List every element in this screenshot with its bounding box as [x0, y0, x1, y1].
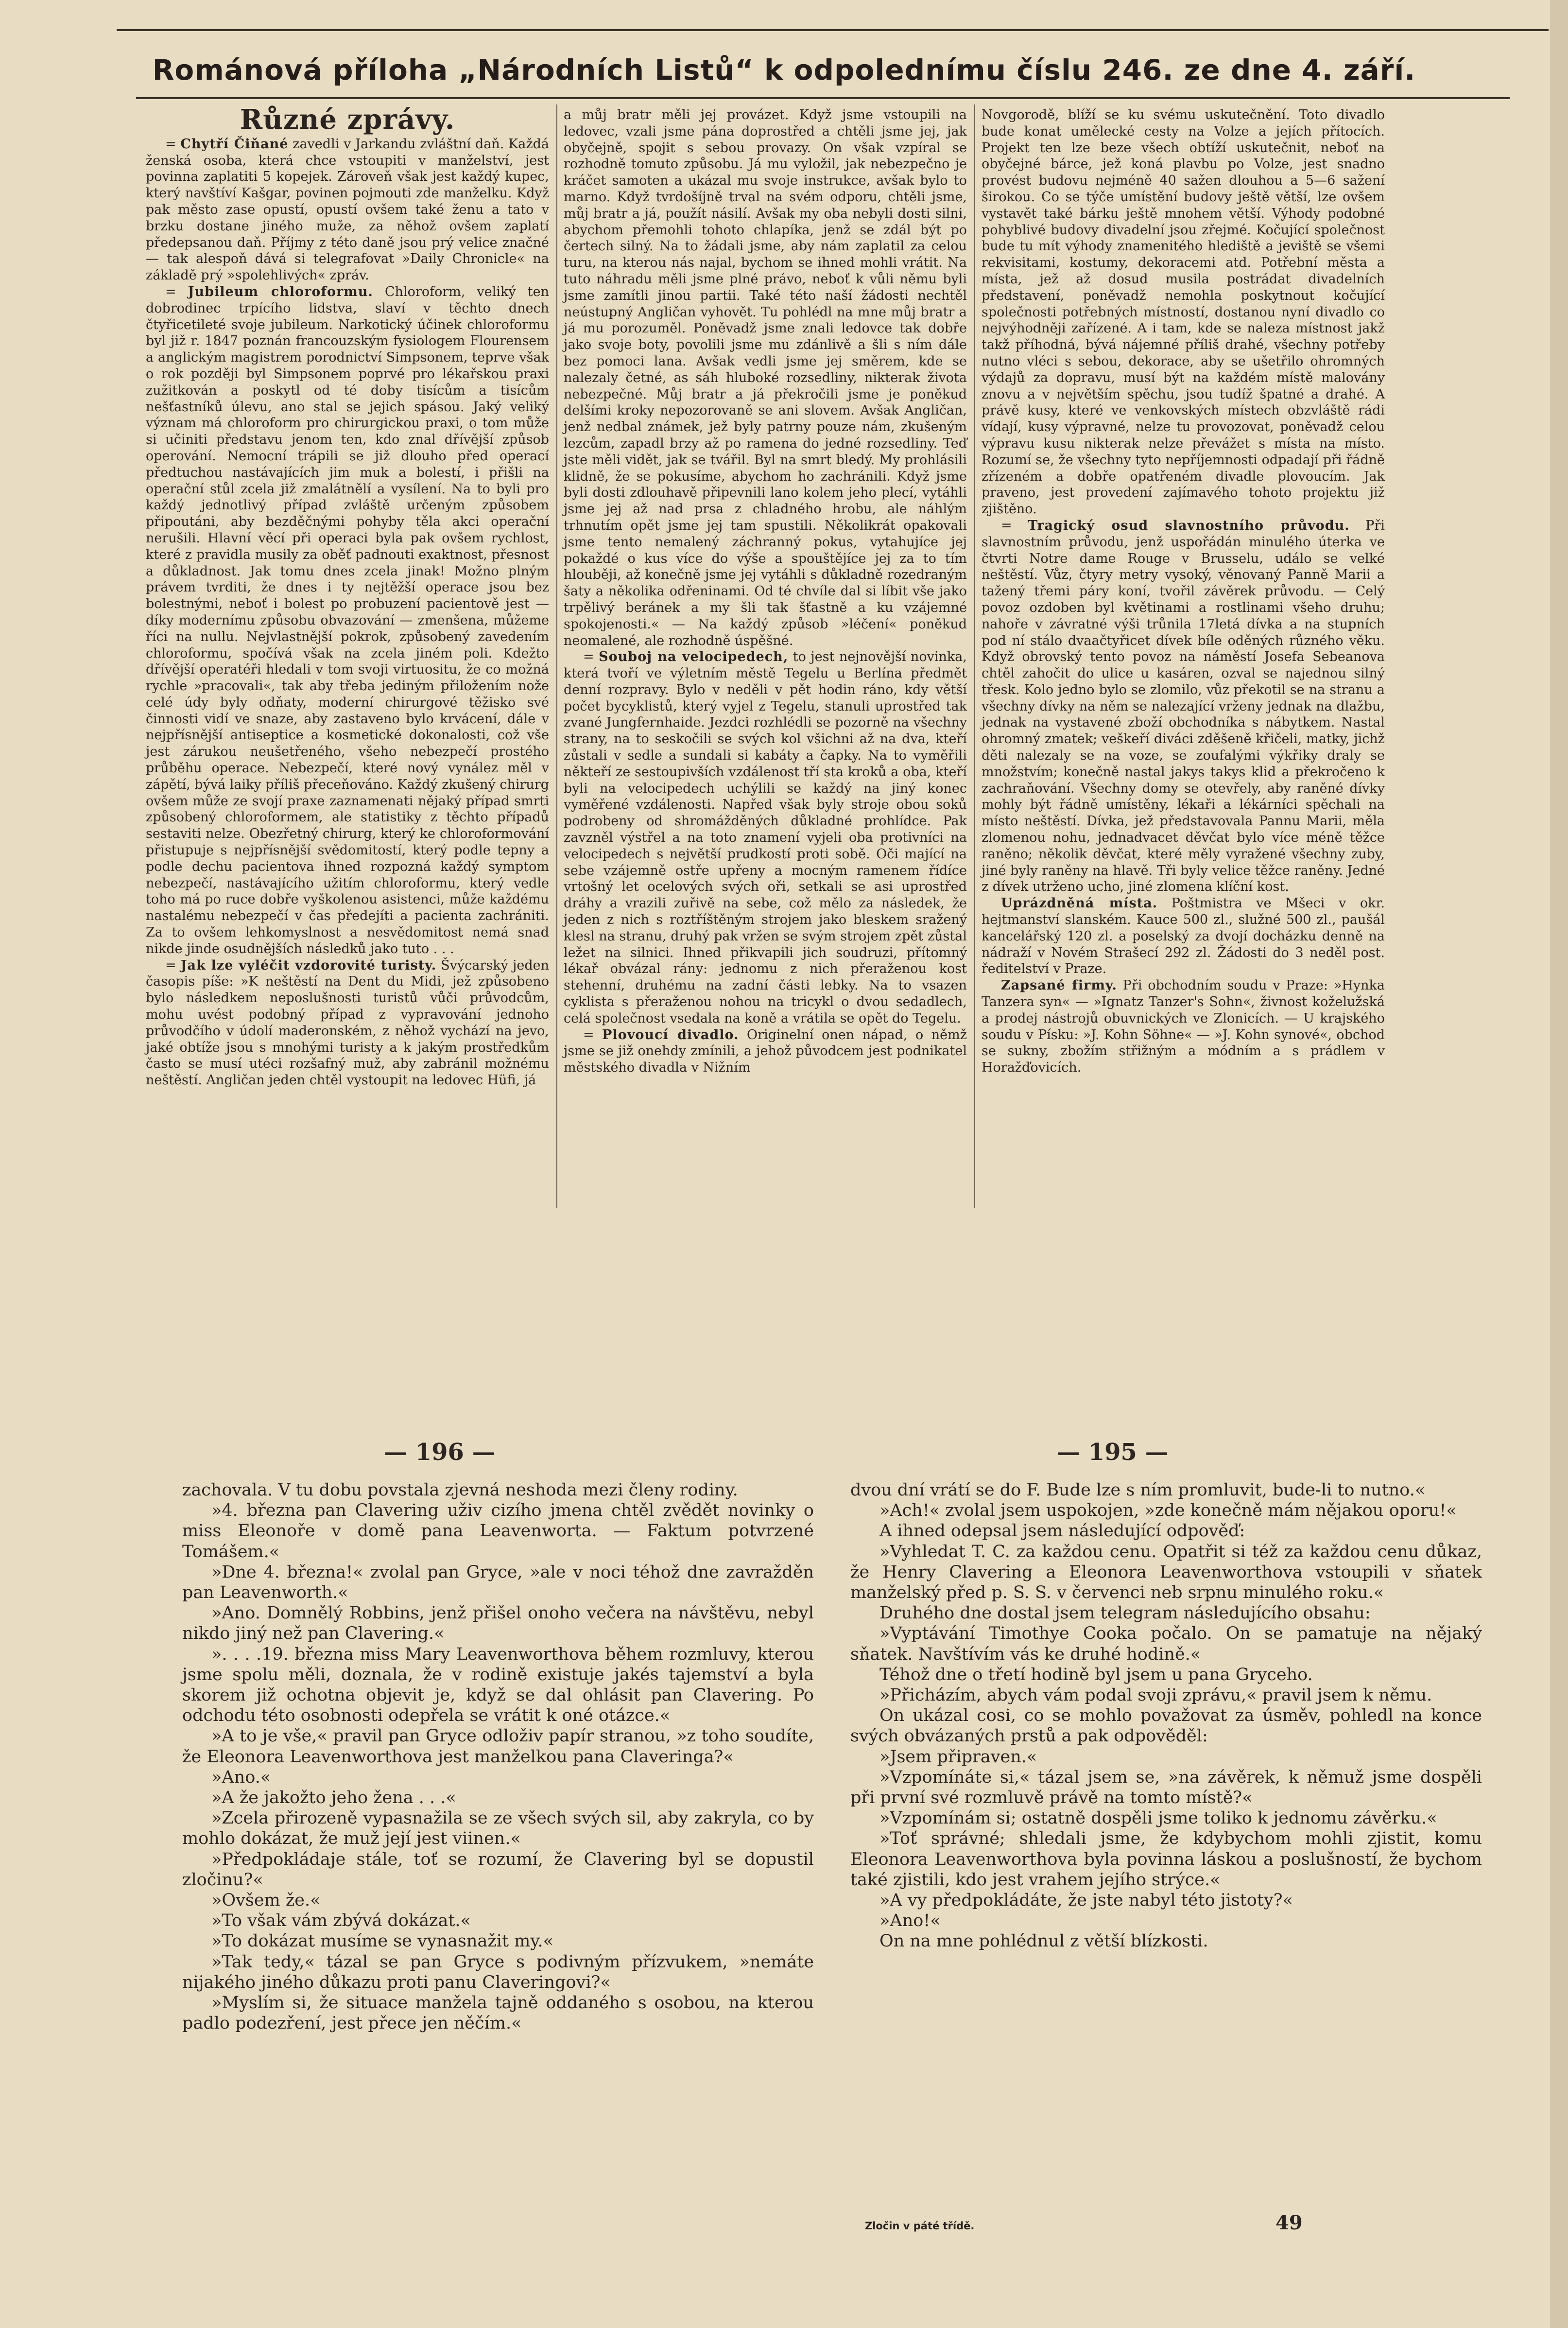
novel-paragraph: »Dne 4. března!« zvolal pan Gryce, »ale v noci téhož dne zavražděn pan Leavenworth.« [182, 1562, 814, 1603]
novel-paragraph: »To však vám zbývá dokázat.« [211, 1911, 471, 1931]
article-plovouci-divadlo: = Plovoucí divadlo. Originelní onen nápad, o němž jsme se již onehdy zmínili, a jehož původcem jest podnikatel městského divadla v Nižním [564, 1027, 967, 1076]
novel-page-left [182, 1480, 814, 2033]
novel-paragraph: »Vyptávání Timothye Cooka počalo. On se pamatuje na nějaký sňatek. Navštívím vás ke druhé hodině.« [850, 1624, 1482, 1664]
novel-paragraph: »Vzpomínáte si,« tázal jsem se, »na závěrek, k němuž jsme dospěli při první své rozmluvě právě na tomto místě?« [850, 1767, 1482, 1808]
article-jubileum-chloroformu: = Jubileum chloroformu. Chloroform, veliký ten dobrodinec trpícího lidstva, slaví v těchto dnech čtyřicetileté svoje jubileum. Narkotický účinek chloroformu byl již r. 1847 poznán francouzským fysiologem Flourensem a anglickým magistrem porodnictví Simpsonem, teprve však o rok později byl Simpsonem poprvé pro lékařskou praxi zužitkován a poskytl od té doby tisícům a tisícům nešťastníků úlevu, ano stal se jejich spásou. Jaký veliký význam má chloroform pro chirurgickou praxi, o tom může si učiniti představu jenom ten, kdo znal dřívější způsob operování. Nemocní trápili se již dlouho před operací předtuchou nastávajících jim muk a bolestí, i přišli na operační stůl zcela již zmalátnělí a vysílení. Na to byli pro každý jednotlivý případ zvláště určeným způsobem připoutáni, aby bezděčnými pohyby těla akci operační nerušili. Hlavní věcí při operaci byla pak ovšem rychlost, které z pravidla musily za oběť padnouti exaktnost, přesnost a důkladnost. Jak tomu dnes zcela jinak! Možno plným právem tvrditi, že dnes i ty nejtěžší operace jsou bez bolestnými, neboť i bolest po probuzení pacientově jest — díky modernímu způsobu obvazování — zmenšena, můžeme říci na nullu. Nejvlastnější pokrok, způsobený zavedením chloroformu, spočívá však na zcela jiném poli. Kdežto dřívější operatéři hledali v tom svoji virtuositu, že co možná rychle »pracovali«, tak aby třeba jediným přiložením nože celé údy byly odňaty, moderní chirurgové těžisko své činnosti vidí ve snaze, aby zastaveno bylo krvácení, dále v nejpřísnější antiseptice a kosmetické dokonalosti, což vše jest zárukou neušetřeného, všeho nebezpečí prostého průběhu operace. Nebezpečí, které nový vynález měl v zápětí, bývá laiky příliš přeceňováno. Každý zkušený chirurg ovšem může ze svojí praxe zaznamenati nějaký případ smrti způsobený chloroformem, ale statistiky z těchto případů sestaviti nelze. Obezřetný chirurg, který ke chloroformování přistupuje s nejpřísnější svědomitostí, který podle tepny a podle dechu pacientova ihned rozpozná každý symptom nebezpečí, nastávajícího užitím chloroformu, který vedle toho má po ruce dobře vyškolenou asistenci, může každému nastalému nebezpečí v čas předejíti a pacienta zachrániti. Za to ovšem lehkomyslnost a nesvědomitost nemá snad nikde jinde osudnějších následků jako tuto . . . [146, 284, 549, 956]
article-uprazdnena-mista [982, 895, 1385, 977]
column-1 [146, 104, 549, 1089]
novel-paragraph: A ihned odepsal jsem následující odpověď: [879, 1521, 1245, 1541]
article-title: Tragický osud slavnostního průvodu. [1028, 518, 1350, 533]
article-title: Zapsané firmy. [1001, 978, 1117, 993]
article-body: Poštmistra ve Mšeci v okr. hejtmanství slanském. Kauce 500 zl., služné 500 zl., paušál kancelářský 120 zl. a poselský za dvojí docházku denně na nádraží v Novém Strašecí 292 zl. Žádosti do 3 neděl post. ředitelství v Praze. [982, 896, 1385, 977]
supplement-masthead: Románová příloha „Národních Listů“ k odpolednímu číslu 246. ze dne 4. září. [152, 53, 1416, 87]
novel-paragraph: On na mne pohlédnul z větší blízkosti. [879, 1931, 1208, 1951]
column-divider [974, 104, 975, 1208]
novel-paragraph: »A to je vše,« pravil pan Gryce odloživ papír stranou, »z toho soudíte, že Eleonora Leavenworthova jest manželkou pana Claveringa?« [182, 1726, 814, 1767]
top-border-rule [117, 29, 1549, 31]
novel-paragraph: »A že jakožto jeho žena . . .« [211, 1788, 456, 1808]
article-title: Chytří Čiňané [180, 136, 289, 152]
page-number-left: — 196 — [384, 1439, 496, 1466]
novel-paragraph: »Ano. Domnělý Robbins, jenž přišel onoho večera na návštěvu, nebyl nikdo jiný než pan Clavering.« [182, 1603, 814, 1644]
article-body: Originelní onen nápad, o němž jsme se již onehdy zmínili, a jehož původcem jest podnikatel městského divadla v Nižním [564, 1027, 967, 1076]
novel-paragraph: dvou dní vrátí se do F. Bude lze s ním promluvit, bude-li to nutno.« [850, 1480, 1426, 1500]
novel-paragraph: »A vy předpokládáte, že jste nabyl této jistoty?« [879, 1891, 1293, 1911]
article-title: Uprázdněná místa. [1001, 896, 1158, 911]
section-heading: Různé zprávy. [240, 104, 455, 136]
article-continuation: Novgorodě, blíží se ku svému uskutečnění. Toto divadlo bude konat umělecké cesty na Volze a jejích přítocích. Projekt ten lze beze všech obtíží uskutečnit, neboť na obyčejné bárce, jež koná plavbu po Volze, jest snadno provést budovu nejméně 40 sažen dlouhou a 5—6 sažení širokou. Co se týče umístění budovy ještě větší, lze ovšem vystavět také bárku ještě mnohem větší. Výhody podobné pohyblivé budovy divadelní jsou zřejmé. Kočující společnost bude tu mít výhody znamenitého hlediště a jeviště se všemi rekvisitami, kostumy, dekoracemi atd. Potřební města a místa, jež až dosud musila postrádat divadelních představení, poněvadž nemohla poskytnout kočující společnosti potřebných místností, dostanou nyní divadlo co nejvýhodněji zařízené. A i tam, kde se naleza místnost jakž takž příhodná, bývá nájemné příliš drahé, všechny potřeby nutno vléci s sebou, dekorace, aby se ušetřilo ohromných výdajů za dopravu, musí být na každém místě malovány znovu a v největším spěchu, jsou tudíž špatné a drahé. A právě kusy, které ve venkovských místech obzvláště rádi vídají, kusy výpravné, nelze tu provozovat, poněvadž celou výpravu kusu nikterak nelze převážet s místa na místo. Rozumí se, že všechny tyto nepříjemnosti odpadají při řádně zřízeném a dobře opatřeném divadle plovoucím. Jak praveno, jest provedení zajímavého tohoto projektu již zjištěno. [982, 107, 1385, 517]
novel-paragraph: »Zcela přirozeně vypasnažila se ze všech svých sil, aby zakryla, co by mohlo dokázat, že muž její jest viinen.« [182, 1808, 814, 1849]
novel-paragraph: »Vyhledat T. C. za každou cenu. Opatřit si též za každou cenu důkaz, že Henry Clavering a Eleonora Leavenworthova vstoupili v sňatek manželský před p. S. S. v červenci neb srpnu minulého roku.« [850, 1542, 1482, 1603]
article-body: Chloroform, veliký ten dobrodinec trpícího lidstva, slaví v těchto dnech čtyřicetileté svoje jubileum. Narkotický účinek chloroformu byl již r. 1847 poznán francouzským fysiologem Flourensem a anglickým magistrem porodnictví Simpsonem, teprve však o rok později byl Simpsonem poprvé pro lékařskou praxi zužitkován a poskytl od té doby tisícům a tisícům nešťastníků úlevu, ano stal se jejich spásou. Jaký veliký význam má chloroform pro chirurgickou praxi, o tom může si učiniti představu jenom ten, kdo znal dřívější způsob operování. Nemocní trápili se již dlouho před operací předtuchou nastávajících jim muk a bolestí, i přišli na operační stůl zcela již zmalátnělí a vysílení. Na to byli pro každý jednotlivý případ zvláště určeným způsobem připoutáni, aby bezděčnými pohyby těla akci operační nerušili. Hlavní věcí při operaci byla pak ovšem rychlost, které z pravidla musily za oběť padnouti exaktnost, přesnost a důkladnost. Jak tomu dnes zcela jinak! Možno plným právem tvrditi, že dnes i ty nejtěžší operace jsou bez bolestnými, neboť i bolest po probuzení pacientově jest — díky modernímu způsobu obvazování — zmenšena, můžeme říci na nullu. Nejvlastnější pokrok, způsobený zavedením chloroformu, spočívá však na zcela jiném poli. Kdežto dřívější operatéři hledali v tom svoji virtuositu, že co možná rychle »pracovali«, tak aby třeba jediným přiložením nože celé údy byly odňaty, moderní chirurgové těžisko své činnosti vidí ve snaze, aby zastaveno bylo krvácení, dále v nejpřísnější antiseptice a kosmetické dokonalosti, což vše jest zárukou neušetřeného, všeho nebezpečí prostého průběhu operace. Nebezpečí, které nový vynález měl v zápětí, bývá laiky příliš přeceňováno. Každý zkušený chirurg ovšem může ze svojí praxe zaznamenati nějaký případ smrti způsobený chloroformem, ale statistiky z těchto případů sestaviti nelze. Obezřetný chirurg, který ke chloroformování přistupuje s nejpřísnější svědomitostí, který podle tepny a podle dechu pacientova ihned rozpozná každý symptom nebezpečí, nastávajícího užitím chloroformu, který vedle toho má po ruce dobře vyškolenou asistenci, může každému nastalému nebezpečí v čas předejíti a pacienta zachrániti. Za to ovšem lehkomyslnost a nesvědomitost nemá snad nikde jinde osudnějších následků jako tuto . . . [146, 284, 549, 956]
article-body: to jest nejnovější novinka, která tvoří ve výletním městě Tegelu u Berlína předmět denní rozpravy. Bylo v neděli v pět hodin ráno, kdy větší počet bycyklistů, který vyjel z Tegelu, stanuli uprostřed tak zvané Jungfernhaide. Jezdci rozhlédli se pozorně na všechny strany, na to seskočili se svých kol všichni až na dva, kteří zůstali v sedle a sundali si kabáty a čapky. Na to vyměřili někteří ze sestoupivších vzdálenost tří sta kroků a oba, kteří byli na velocipedech uchýlili se každý na jiný konec vyměřené vzdálenosti. Napřed však byly stroje obou soků podrobeny od shromážděných důkladné prohlídce. Pak zavzněl výstřel a na toto znamení vyjeli oba protivníci na velocipedech s největší prudkostí proti sobě. Oči mající na sebe vzájemně ostře upřeny a mocným ramenem řídíce vrtošný let ocelových svých oři, setkali se asi uprostřed dráhy a vrazili zuřivě na sebe, což mělo za následek, že jeden z nich s roztříštěným strojem jako bleskem sražený klesl na stranu, druhý pak vržen se svým strojem zpět zůstal ležet na silnici. Ihned přikvapili jich soudruzi, přítomný lékař obvázal rány: jednomu z nich přeraženou kost stehenní, druhému na zadní části lebky. Na to vsazen cyklista s přeraženou nohou na tricykl o dvou sedadlech, celá společnost vsedala na koně a vrátila se opět do Tegelu. [564, 649, 967, 1026]
novel-paragraph: Druhého dne dostal jsem telegram následujícího obsahu: [879, 1603, 1371, 1623]
page-number-right: — 195 — [1057, 1439, 1169, 1466]
novel-paragraph: »Tak tedy,« tázal se pan Gryce s podivným přízvukem, »nemáte nijakého jiného důkazu proti panu Claveringovi?« [182, 1952, 814, 1992]
masthead-rule [136, 97, 1510, 99]
article-continuation: a můj bratr měli jej provázet. Když jsme vstoupili na ledovec, vzali jsme pána doprostřed a chtěli jsme jej, jak obyčejně, spojit s sebou provazy. On však vzpíral se rozhodně tomuto způsobu. Já mu vyložil, jak nebezpečno je kráčet samoten a ukázal mu svoje instrukce, avšak bylo to marno. Když tvrdošíjně trval na svém odporu, chtěli jsme, můj bratr a já, použít násilí. Avšak my oba nebyli dosti silni, abychom přemohli tohoto chlapíka, jenž se zdál být po čertech silný. Na to žádali jsme, aby nám zaplatil za celou turu, na kterou nás najal, bychom se ihned mohli vrátit. Na tuto náhradu měli jsme plné právo, neboť k vůli němu byli jsme zamítli jinou partii. Také této naší žádosti nechtěl neústupný Angličan vyhovět. Tu pohlédl na mne můj bratr a já mu porozuměl. Poněvadž jsme znali ledovce tak dobře jako svoje boty, povolili jsme mu zdánlivě a šli s ním dále bez pomoci lana. Avšak vedli jsme jej směrem, kde se nalezaly četné, as sáh hluboké rozsedliny, nikterak života nebezpečné. Můj bratr a já překročili jsme je poněkud delšími kroky nepozorovaně se ani slovem. Avšak Angličan, jenž nedbal známek, jež byly patrny pouze nám, zkušeným lezcům, zapadl brzy až po ramena do jedné rozsedliny. Teď jste měli vidět, jak se tvářil. Byl na smrt bledý. My prohlásili klidně, že se pokusíme, abychom ho zachránili. Když jsme byli dosti zdlouhavě připevnili lano kolem jeho plecí, vytáhli jsme jej až nad prsa z chladného hrobu, ale náhlým trhnutím opět jsme jej tam spustili. Několikrát opakovali jsme tento nemalený záchranný pokus, vytahujíce jej pokaždé o kus více do výše a spouštějíce jej za to tím hlouběji, až konečně jsme jej vytáhli s důkladně rozedraným šaty a několika odřeninami. Od té chvíle dal si líbit vše jako trpělivý beránek a my šli tak šťastně a ku vzájemné spokojenosti.« — Na každý způsob »léčení« poněkud neomalené, ale rozhodně úspěšné. [564, 107, 967, 648]
novel-paragraph: »Vzpomínám si; ostatně dospěli jsme toliko k jednomu závěrku.« [879, 1808, 1437, 1828]
article-body: Při slavnostním průvodu, jenž uspořádán minulého úterka ve čtvrti Notre dame Rouge v Brusselu, událo se velké neštěstí. Vůz, čtyry metry vysoký, věnovaný Panně Marii a tažený třemi páry koní, tvořil závěrek průvodu. — Celý povoz ozdoben byl květinami a rostlinami všeho druhu; nahoře v závratné výši trůnila 17letá dívka a na stupních pod ní stálo dvaačtyřicet dívek bíle oděných různého věku. Když obrovský tento povoz na náměstí Josefa Sebeanova chtěl zahočit do ulice u kasáren, ozval se najednou silný třesk. Kolo jedno bylo se zlomilo, vůz překotil se na stranu a všechny dívky na něm se nalezající vrženy jednak na dlažbu, jednak na vystavené zboží obchodníka s nábytkem. Nastal ohromný zmatek; veškeří diváci zděšeně křičeli, matky, jichž děti nalezaly se na voze, se zoufalými výkřiky draly se množstvím; konečně nastal jakys takys klid a překročeno k zachraňování. Všechny domy se otevřely, aby raněné dívky mohly být řádně umístěny, lékaři a lékárníci spěchali na místo neštěstí. Dívka, jež představovala Pannu Marii, měla zlomenou nohu, jednadvacet děvčat bylo více méně těžce raněno; několik děvčat, které měly vyražené všechny zuby, jiné byly raněny na hlavě. Tři byly velice těžce raněny. Jedné z dívek utrženo ucho, jiné zlomena klíční kost. [982, 518, 1385, 895]
novel-paragraph: On ukázal cosi, co se mohlo považovat za úsměv, pohledl na konce svých obvázaných prstů a pak odpověděl: [850, 1706, 1482, 1746]
novel-paragraph: »Myslím si, že situace manžela tajně oddaného s osobou, na kterou padlo podezření, jest přece jen něčím.« [182, 1993, 814, 2033]
novel-paragraph: »Ach!« zvolal jsem uspokojen, »zde konečně mám nějakou oporu!« [879, 1501, 1457, 1521]
article-body: zavedli v Jarkandu zvláštní daň. Každá ženská osoba, která chce vstoupiti v manželství, jest povinna zaplatiti 5 kopejek. Zároveň však jest každý kupec, který navštíví Kašgar, povinen pojmouti zde manželku. Když pak město zase opustí, opustí ovšem také ženu a tato v brzku dostane jiného muže, za něhož ovšem zaplatí předepsanou daň. Příjmy z této daně jsou prý velice značné — tak alespoň dává si telegrafovat »Daily Chronicle« na základě prý »spolehlivých« zpráv. [146, 136, 549, 283]
novel-paragraph: »4. března pan Clavering uživ cizího jmena chtěl zvědět novinky o miss Eleonoře v domě pana Leavenworta. — Faktum potvrzené Tomášem.« [182, 1501, 814, 1562]
novel-page-right [850, 1480, 1482, 1952]
novel-page-number: 49 [1275, 2211, 1303, 2234]
article-souboj-na-velocipedech: = Souboj na velocipedech, to jest nejnovější novinka, která tvoří ve výletním městě Tegelu u Berlína předmět denní rozpravy. Bylo v neděli v pět hodin ráno, kdy větší počet bycyklistů, který vyjel z Tegelu, stanuli uprostřed tak zvané Jungfernhaide. Jezdci rozhlédli se pozorně na všechny strany, na to seskočili se svých kol všichni až na dva, kteří zůstali v sedle a sundali si kabáty a čapky. Na to vyměřili někteří ze sestoupivších vzdálenost tří sta kroků a oba, kteří byli na velocipedech uchýlili se každý na jiný konec vyměřené vzdálenosti. Napřed však byly stroje obou soků podrobeny od shromážděných důkladné prohlídce. Pak zavzněl výstřel a na toto znamení vyjeli oba protivníci na velocipedech s největší prudkostí proti sobě. Oči mající na sebe vzájemně ostře upřeny a mocným ramenem řídíce vrtošný let ocelových svých oři, setkali se asi uprostřed dráhy a vrazili zuřivě na sebe, což mělo za následek, že jeden z nich s roztříštěným strojem jako bleskem sražený klesl na stranu, druhý pak vržen se svým strojem zpět zůstal ležet na silnici. Ihned přikvapili jich soudruzi, přítomný lékař obvázal rány: jednomu z nich přeraženou kost stehenní, druhému na zadní části lebky. Na to vsazen cyklista s přeraženou nohou na tricykl o dvou sedadlech, celá společnost vsedala na koně a vrátila se opět do Tegelu. [564, 649, 967, 1026]
novel-paragraph: »Předpokládaje stále, toť se rozumí, že Clavering byl se dopustil zločinu?« [182, 1849, 814, 1890]
article-zapsane-firmy [982, 977, 1385, 1076]
column-3 [982, 107, 1385, 1076]
novel-paragraph: »Jsem připraven.« [879, 1747, 1037, 1767]
novel-paragraph: »Ano!« [879, 1911, 941, 1931]
novel-paragraph: »Toť správné; shledali jsme, že kdybychom mohli zjistit, komu Eleonora Leavenworthova byla povinna láskou a poslušností, že bychom také zjistili, kdo jest vrahem jejího strýce.« [850, 1829, 1482, 1890]
article-tragicky-osud: = Tragický osud slavnostního průvodu. Při slavnostním průvodu, jenž uspořádán minulého úterka ve čtvrti Notre dame Rouge v Brusselu, událo se velké neštěstí. Vůz, čtyry metry vysoký, věnovaný Panně Marii a tažený třemi páry koní, tvořil závěrek průvodu. — Celý povoz ozdoben byl květinami a rostlinami všeho druhu; nahoře v závratné výši trůnila 17letá dívka a na stupních pod ní stálo dvaačtyřicet dívek bíle oděných různého věku. Když obrovský tento povoz na náměstí Josefa Sebeanova chtěl zahočit do ulice u kasáren, ozval se najednou silný třesk. Kolo jedno bylo se zlomilo, vůz překotil se na stranu a všechny dívky na něm se nalezající vrženy jednak na dlažbu, jednak na vystavené zboží obchodníka s nábytkem. Nastal ohromný zmatek; veškeří diváci zděšeně křičeli, matky, jichž děti nalezaly se na voze, se zoufalými výkřiky draly se množstvím; konečně nastal jakys takys klid a překročeno k zachraňování. Všechny domy se otevřely, aby raněné dívky mohly být řádně umístěny, lékaři a lékárníci spěchali na místo neštěstí. Dívka, jež představovala Pannu Marii, měla zlomenou nohu, jednadvacet děvčat bylo více méně těžce raněno; několik děvčat, které měly vyražené všechny zuby, jiné byly raněny na hlavě. Tři byly velice těžce raněny. Jedné z dívek utrženo ucho, jiné zlomena klíční kost. [982, 518, 1385, 895]
novel-paragraph: zachovala. V tu dobu povstala zjevná neshoda mezi členy rodiny. [182, 1480, 738, 1500]
article-title: Plovoucí divadlo. [602, 1027, 739, 1042]
novel-paragraph: »Ovšem že.« [211, 1891, 321, 1911]
article-vzdorovite-turisty: = Jak lze vyléčit vzdorovité turisty. Švýcarský jeden časopis píše: »K neštěstí na Dent du Midi, jež způsobeno bylo následkem neposlušnosti turistů vůči průvodcům, mohu uvést podobný případ z vypravování jednoho průvodčího v údolí maderonském, z něhož vychází na jevo, jaké obtíže jsou s mnohými turisty a k jakým prostředkům často se musí utéci rozšafný muž, aby zabránil možnému neštěstí. Angličan jeden chtěl vystoupit na ledovec Hüfi, já [146, 957, 549, 1088]
novel-paragraph: »Ano.« [211, 1767, 271, 1787]
novel-paragraph: »To dokázat musíme se vynasnažit my.« [211, 1931, 553, 1951]
column-divider [556, 104, 557, 1208]
novel-paragraph: »Přicházím, abych vám podal svoji zprávu,« pravil jsem k němu. [879, 1685, 1432, 1705]
article-title: Jak lze vyléčit vzdorovité turisty. [180, 957, 437, 973]
article-body: Švýcarský jeden časopis píše: »K neštěstí na Dent du Midi, jež způsobeno bylo následkem neposlušnosti turistů vůči průvodcům, mohu uvést podobný případ z vypravování jednoho průvodčího v údolí maderonském, z něhož vychází na jevo, jaké obtíže jsou s mnohými turisty a k jakým prostředkům často se musí utéci rozšafný muž, aby zabránil možnému neštěstí. Angličan jeden chtěl vystoupit na ledovec Hüfi, já [146, 957, 549, 1088]
page-gutter [1550, 0, 1568, 2328]
novel-paragraph: ». . . .19. března miss Mary Leavenworthova během rozmluvy, kterou jsme spolu měli, doznala, že v rodině existuje jakés tajemství a byla skorem již ochotna objevit je, když se dal ohlásit pan Clavering. Po odchodu této osobnosti odepřela se vrátit k oné otázce.« [182, 1644, 814, 1726]
article-title: Jubileum chloroformu. [188, 284, 373, 299]
article-chytri-cinane: = Chytří Čiňané zavedli v Jarkandu zvláštní daň. Každá ženská osoba, která chce vstoupiti v manželství, jest povinna zaplatiti 5 kopejek. Zároveň však jest každý kupec, který navštíví Kašgar, povinen pojmouti zde manželku. Když pak město zase opustí, opustí ovšem také ženu a tato v brzku dostane jiného muže, za něhož ovšem zaplatí předepsanou daň. Příjmy z této daně jsou prý velice značné — tak alespoň dává si telegrafovat »Daily Chronicle« na základě prý »spolehlivých« zpráv. [146, 136, 549, 283]
article-body: Při obchodním soudu v Praze: »Hynka Tanzera syn« — »Ignatz Tanzer's Sohn«, živnost koželužská a prodej nástrojů obuvnických ve Zlonicích. — U krajského soudu v Písku: »J. Kohn Söhne« — »J. Kohn synové«, obchod se sukny, zbožím střižným a módním a s prádlem v Horažďovicích. [982, 978, 1385, 1076]
novel-title-footer: Zločin v páté třídě. [865, 2220, 975, 2232]
column-2 [564, 107, 967, 1076]
novel-paragraph: Téhož dne o třetí hodině byl jsem u pana Gryceho. [879, 1665, 1313, 1685]
article-title: Souboj na velocipedech, [599, 649, 789, 665]
